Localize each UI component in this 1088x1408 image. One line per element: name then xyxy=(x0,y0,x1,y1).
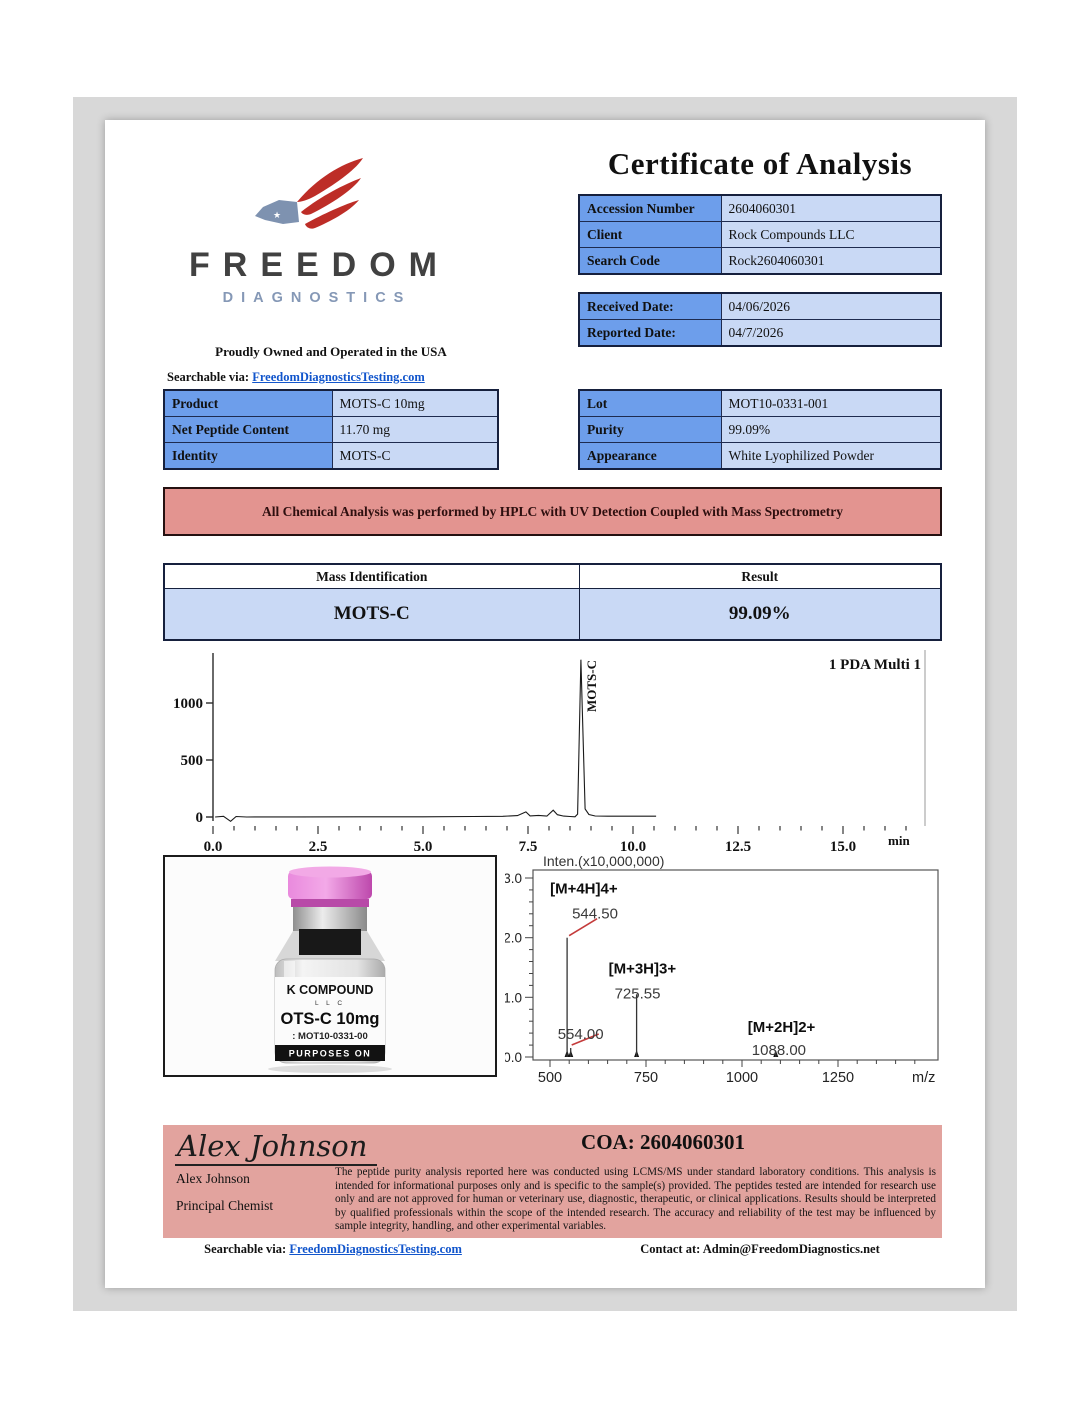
footer-searchable-link[interactable]: FreedomDiagnosticsTesting.com xyxy=(289,1242,462,1256)
svg-text:[M+4H]4+: [M+4H]4+ xyxy=(550,880,618,898)
searchable-label: Searchable via: xyxy=(167,370,250,384)
table-row xyxy=(164,443,498,470)
table-row xyxy=(164,589,941,641)
received-date-value: 04/06/2026 xyxy=(721,293,941,320)
table-row xyxy=(579,248,941,275)
svg-text:5.0: 5.0 xyxy=(413,839,433,855)
svg-text:0.0: 0.0 xyxy=(203,839,223,855)
accession-table xyxy=(578,194,942,275)
signature-band xyxy=(163,1125,942,1238)
hplc-chromatogram xyxy=(170,648,960,855)
searchable-link-top[interactable]: FreedomDiagnosticsTesting.com xyxy=(252,370,425,384)
brand-subtitle: DIAGNOSTICS xyxy=(222,290,412,306)
svg-text:15.0: 15.0 xyxy=(829,839,857,855)
signer-role: Principal Chemist xyxy=(176,1198,274,1213)
svg-text:544.50: 544.50 xyxy=(572,905,618,923)
mass-spectrum-chart xyxy=(505,850,960,1100)
svg-text:2.5: 2.5 xyxy=(308,839,328,855)
analyte-name: MOTS-C xyxy=(164,589,579,641)
svg-text:min: min xyxy=(888,833,910,848)
disclaimer-text: The peptide purity analysis reported here was conducted using LCMS/MS under standard laboratory conditions. This analysis is intended for informational purposes only and is specific to the sample(s) provided. The peptides tested are intended for research use only and are not approved for human or veterinary use, diagnostic, therapeutic, or clinical applications. Results should be interpreted by qualified professionals within the scope of the intended research. The accuracy and reliability of the test may be influenced by sample integrity, handling, and other experimental variables. xyxy=(335,1166,936,1233)
net-peptide-label: Net Peptide Content xyxy=(164,417,332,443)
signature-script: Alex Johnson xyxy=(175,1129,377,1166)
svg-text:[M+3H]3+: [M+3H]3+ xyxy=(608,960,677,978)
svg-text:12.5: 12.5 xyxy=(724,839,752,855)
hplc-chromatogram-svg xyxy=(170,648,960,855)
identity-label: Identity xyxy=(164,443,332,470)
svg-text:3.0: 3.0 xyxy=(505,871,522,886)
received-date-label: Received Date: xyxy=(579,293,721,320)
svg-text:750: 750 xyxy=(633,1070,659,1086)
svg-text:Inten.(x10,000,000): Inten.(x10,000,000) xyxy=(543,853,665,869)
svg-text:500: 500 xyxy=(180,753,203,769)
footer-searchable xyxy=(163,1242,503,1257)
svg-text:2.0: 2.0 xyxy=(505,930,522,946)
footer-searchable-label: Searchable via: xyxy=(204,1242,287,1256)
vial-label-llc: L L C xyxy=(314,1000,346,1007)
svg-text:1250: 1250 xyxy=(821,1070,855,1086)
svg-text:1088.00: 1088.00 xyxy=(751,1042,807,1060)
footer-contact: Contact at: Admin@FreedomDiagnostics.net xyxy=(640,1242,880,1256)
vial-image xyxy=(165,857,495,1075)
coa-number: COA: 2604060301 xyxy=(581,1130,745,1154)
svg-text:0.0: 0.0 xyxy=(505,1050,522,1065)
client-value: Rock Compounds LLC xyxy=(721,222,941,248)
table-row xyxy=(579,195,941,222)
svg-text:500: 500 xyxy=(537,1070,563,1086)
svg-text:554.00: 554.00 xyxy=(557,1026,604,1043)
appearance-label: Appearance xyxy=(579,443,721,470)
appearance-value: White Lyophilized Powder xyxy=(721,443,941,470)
reported-date-label: Reported Date: xyxy=(579,320,721,347)
vial-photo-frame xyxy=(163,855,497,1077)
vial-label-lot: : MOT10-0331-00 xyxy=(292,1031,368,1042)
svg-text:[M+2H]2+: [M+2H]2+ xyxy=(747,1019,816,1037)
search-code-value: Rock2604060301 xyxy=(721,248,941,275)
certificate-page xyxy=(105,120,985,1288)
svg-text:1.0: 1.0 xyxy=(505,990,522,1006)
svg-text:0: 0 xyxy=(195,810,203,826)
client-label: Client xyxy=(579,222,721,248)
vial-label-brand: K COMPOUND xyxy=(286,983,374,997)
lot-value: MOT10-0331-001 xyxy=(721,390,941,417)
table-row xyxy=(579,443,941,470)
product-label: Product xyxy=(164,390,332,417)
table-row xyxy=(164,417,498,443)
page-title: Certificate of Analysis xyxy=(607,146,913,181)
svg-text:7.5: 7.5 xyxy=(518,839,538,855)
brand-tagline: Proudly Owned and Operated in the USA xyxy=(215,344,447,359)
result-header: Result xyxy=(579,564,941,589)
table-row xyxy=(579,222,941,248)
table-row xyxy=(579,320,941,347)
dates-table xyxy=(578,292,942,347)
reported-date-value: 04/7/2026 xyxy=(721,320,941,347)
purity-label: Purity xyxy=(579,417,721,443)
table-row xyxy=(164,564,941,589)
svg-text:★: ★ xyxy=(273,210,282,220)
svg-text:1000: 1000 xyxy=(725,1070,759,1086)
signer-name: Alex Johnson xyxy=(176,1171,250,1186)
mass-spectrum-svg xyxy=(505,850,960,1100)
brand-name: FREEDOM xyxy=(189,246,450,284)
mass-id-header: Mass Identification xyxy=(164,564,579,589)
table-row xyxy=(164,390,498,417)
accession-label: Accession Number xyxy=(579,195,721,222)
table-row xyxy=(579,417,941,443)
analyte-result: 99.09% xyxy=(579,589,941,641)
identity-value: MOTS-C xyxy=(332,443,498,470)
svg-text:1000: 1000 xyxy=(173,696,203,712)
table-row xyxy=(579,390,941,417)
vial-label-product: OTS-C 10mg xyxy=(280,1010,380,1028)
table-row xyxy=(579,293,941,320)
svg-text:10.0: 10.0 xyxy=(619,839,647,855)
product-value: MOTS-C 10mg xyxy=(332,390,498,417)
svg-text:725.55: 725.55 xyxy=(614,985,661,1003)
mass-identification-table xyxy=(163,563,942,641)
svg-text:1 PDA Multi 1: 1 PDA Multi 1 xyxy=(828,657,921,673)
svg-text:m/z: m/z xyxy=(912,1070,936,1086)
net-peptide-value: 11.70 mg xyxy=(332,417,498,443)
lot-label: Lot xyxy=(579,390,721,417)
searchable-line-top xyxy=(167,370,425,385)
search-code-label: Search Code xyxy=(579,248,721,275)
eagle-logo-icon xyxy=(253,156,365,250)
purity-value: 99.09% xyxy=(721,417,941,443)
lot-table xyxy=(578,389,942,470)
vial-label-band: PURPOSES ON xyxy=(288,1048,372,1059)
accession-value: 2604060301 xyxy=(721,195,941,222)
product-table xyxy=(163,389,499,470)
svg-text:MOTS-C: MOTS-C xyxy=(583,660,599,712)
method-banner: All Chemical Analysis was performed by HPLC with UV Detection Coupled with Mass Spectrometry xyxy=(163,487,942,536)
